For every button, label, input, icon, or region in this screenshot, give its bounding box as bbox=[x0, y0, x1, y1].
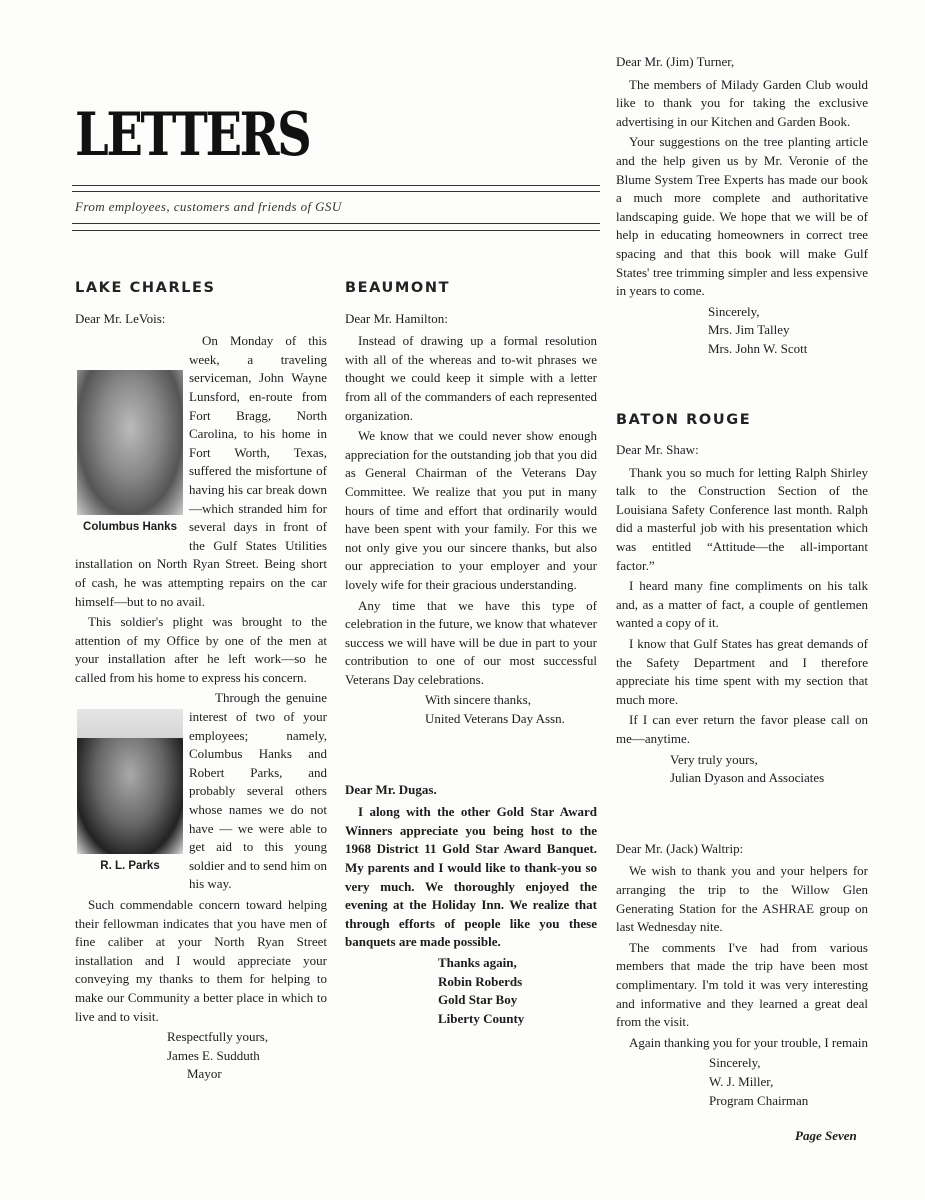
divider bbox=[72, 223, 600, 224]
page-number: Page Seven bbox=[795, 1128, 857, 1143]
paragraph: Instead of drawing up a formal resolution with all of the whereas and to-wit phrases we thought we could keep it simple with a letter from all of the commanders of each represented organization. bbox=[345, 333, 597, 423]
tagline: From employees, customers and friends of GSU bbox=[75, 199, 342, 214]
column-right bbox=[616, 53, 868, 1110]
paragraph: I along with the other Gold Star Award Winners appreciate you being host to the 1968 District 11 Gold Star Award Banquet. My parents and I would like to thank-you so very much. We thoroughly enjoyed the evening at the Holiday Inn. We realize that through efforts of people like you these banquets are made possible. bbox=[345, 804, 597, 950]
portrait-image bbox=[77, 709, 183, 854]
divider bbox=[72, 230, 600, 231]
salutation: Dear Mr. Dugas. bbox=[345, 781, 437, 797]
signature-line: Robin Roberds bbox=[438, 973, 523, 989]
divider bbox=[72, 191, 600, 192]
letter-dugas bbox=[345, 781, 597, 1029]
paragraph: I heard many fine compliments on his talk and, as a matter of fact, a couple of gentlemen wanted a copy of it. bbox=[616, 578, 868, 631]
signature-line: Liberty County bbox=[438, 1010, 525, 1026]
paragraph: Such commendable concern toward helping their fellowman indicates that you have men of fine caliber at your North Ryan Street installation and I would appreciate your conveying my thanks to them for helping to make our Community a better place in which to live and to visit. bbox=[75, 897, 327, 1024]
signature-line: Thanks again, bbox=[438, 955, 517, 970]
paragraph: Any time that we have this type of celebration in the future, we know that whatever success we will have will be due in part to your contribution to one of our most successful Veterans Day celebrations. bbox=[345, 597, 597, 687]
section-heading: BEAUMONT bbox=[345, 280, 451, 296]
photo-caption: R. L. Parks bbox=[100, 860, 160, 873]
paragraph: I know that Gulf States has great demands of the Safety Department and I therefore appreciate his time spent with my section that much more. bbox=[616, 636, 868, 707]
photo-columbus-hanks bbox=[77, 370, 183, 537]
divider bbox=[72, 185, 600, 186]
signature-line: Mrs. Jim Talley bbox=[708, 322, 790, 338]
section-heading: LAKE CHARLES bbox=[75, 280, 216, 296]
signature-line: Mrs. John W. Scott bbox=[708, 340, 808, 356]
paragraph: We wish to thank you and your helpers for arranging the trip to the Willow Glen Generating Station for the ASHRAE group on last Wednesday nite. bbox=[616, 863, 868, 935]
paragraph: On Monday of this week, a traveling serviceman, John Wayne Lunsford, en-route from Fort Bragg, North Carolina, to his home in Fort Worth, Texas, suffered the misfortune of having his car break down—which stranded him for several days in front of the Gulf States Utilities installation on North Ryan Street. Being short of cash, he was attempting repairs on the car himself—but to no avail. bbox=[75, 333, 327, 609]
signature-line: United Veterans Day Assn. bbox=[425, 711, 565, 727]
signature-line: Mayor bbox=[187, 1066, 222, 1082]
signature-line: Sincerely, bbox=[708, 303, 760, 319]
paragraph: Thank you so much for letting Ralph Shirley talk to the Construction Section of the Louisiana Safety Conference last month. Ralph did a masterful job with his presentation which was entitled “Attitude—the all-important factor.” bbox=[616, 464, 868, 573]
photo-caption: Columbus Hanks bbox=[83, 521, 177, 534]
salutation: Dear Mr. (Jim) Turner, bbox=[616, 54, 735, 69]
paragraph: Your suggestions on the tree planting article and the help given us by Mr. Veronie of the Blume System Tree Experts has made our book a much more complete and authoritative landscaping guide. We hope that we will be of help in educating homeowners in correct tree spacing and that this book will make Gulf States' tree trimming simpler and less expensive in years to come. bbox=[616, 134, 868, 299]
photo-rl-parks bbox=[77, 709, 183, 876]
salutation: Dear Mr. (Jack) Waltrip: bbox=[616, 840, 744, 856]
signature-line: Respectfully yours, bbox=[167, 1029, 269, 1045]
section-heading: BATON ROUGE bbox=[616, 411, 752, 428]
letter-waltrip bbox=[616, 840, 868, 1110]
signature-line: James E. Sudduth bbox=[167, 1047, 260, 1063]
page-title: LETTERS bbox=[75, 100, 310, 170]
signature-line: With sincere thanks, bbox=[425, 692, 531, 708]
salutation: Dear Mr. Hamilton: bbox=[345, 310, 448, 326]
signature-line: Julian Dyason and Associates bbox=[670, 770, 825, 786]
salutation: Dear Mr. LeVois: bbox=[75, 310, 166, 326]
paragraph: If I can ever return the favor please call on me—anytime. bbox=[616, 712, 868, 746]
paragraph: The members of Milady Garden Club would like to thank you for taking the exclusive advertising in our Kitchen and Garden Book. bbox=[616, 76, 868, 129]
column-beaumont bbox=[345, 279, 597, 1028]
signature-line: Program Chairman bbox=[709, 1092, 809, 1108]
portrait-image bbox=[77, 370, 183, 515]
salutation: Dear Mr. Shaw: bbox=[616, 442, 699, 458]
column-lake-charles bbox=[75, 279, 327, 1084]
paragraph: The comments I've had from various members that made the trip have been most complimentary. I'm told it was very interesting and informative and they learned a great deal from the visit. bbox=[616, 939, 868, 1030]
signature-line: Gold Star Boy bbox=[438, 992, 518, 1008]
paragraph: Again thanking you for your trouble, I remain bbox=[629, 1034, 868, 1050]
paragraph: We know that we could never show enough appreciation for the outstanding job that you did as General Chairman of the Veterans Day Committee. We realize that you put in many hours of time and effort that ordinarily would have been spent with your family. For this we not only give you our sincere thanks, but also our appreciation to your employer and your lovely wife for their gracious understanding. bbox=[345, 428, 597, 592]
paragraph: This soldier's plight was brought to the attention of my Office by one of the men at your installation after he left work—so he called from his home to express his concern. bbox=[75, 614, 327, 685]
signature-line: Very truly yours, bbox=[670, 751, 758, 767]
signature-line: Sincerely, bbox=[709, 1055, 761, 1071]
signature-line: W. J. Miller, bbox=[709, 1073, 774, 1089]
paragraph: Through the genuine interest of two of your employees; namely, Columbus Hanks and Robert Parks, and probably several others whose names we do not have — we were able to get aid to this young soldier and to send him on his way. bbox=[189, 690, 327, 892]
